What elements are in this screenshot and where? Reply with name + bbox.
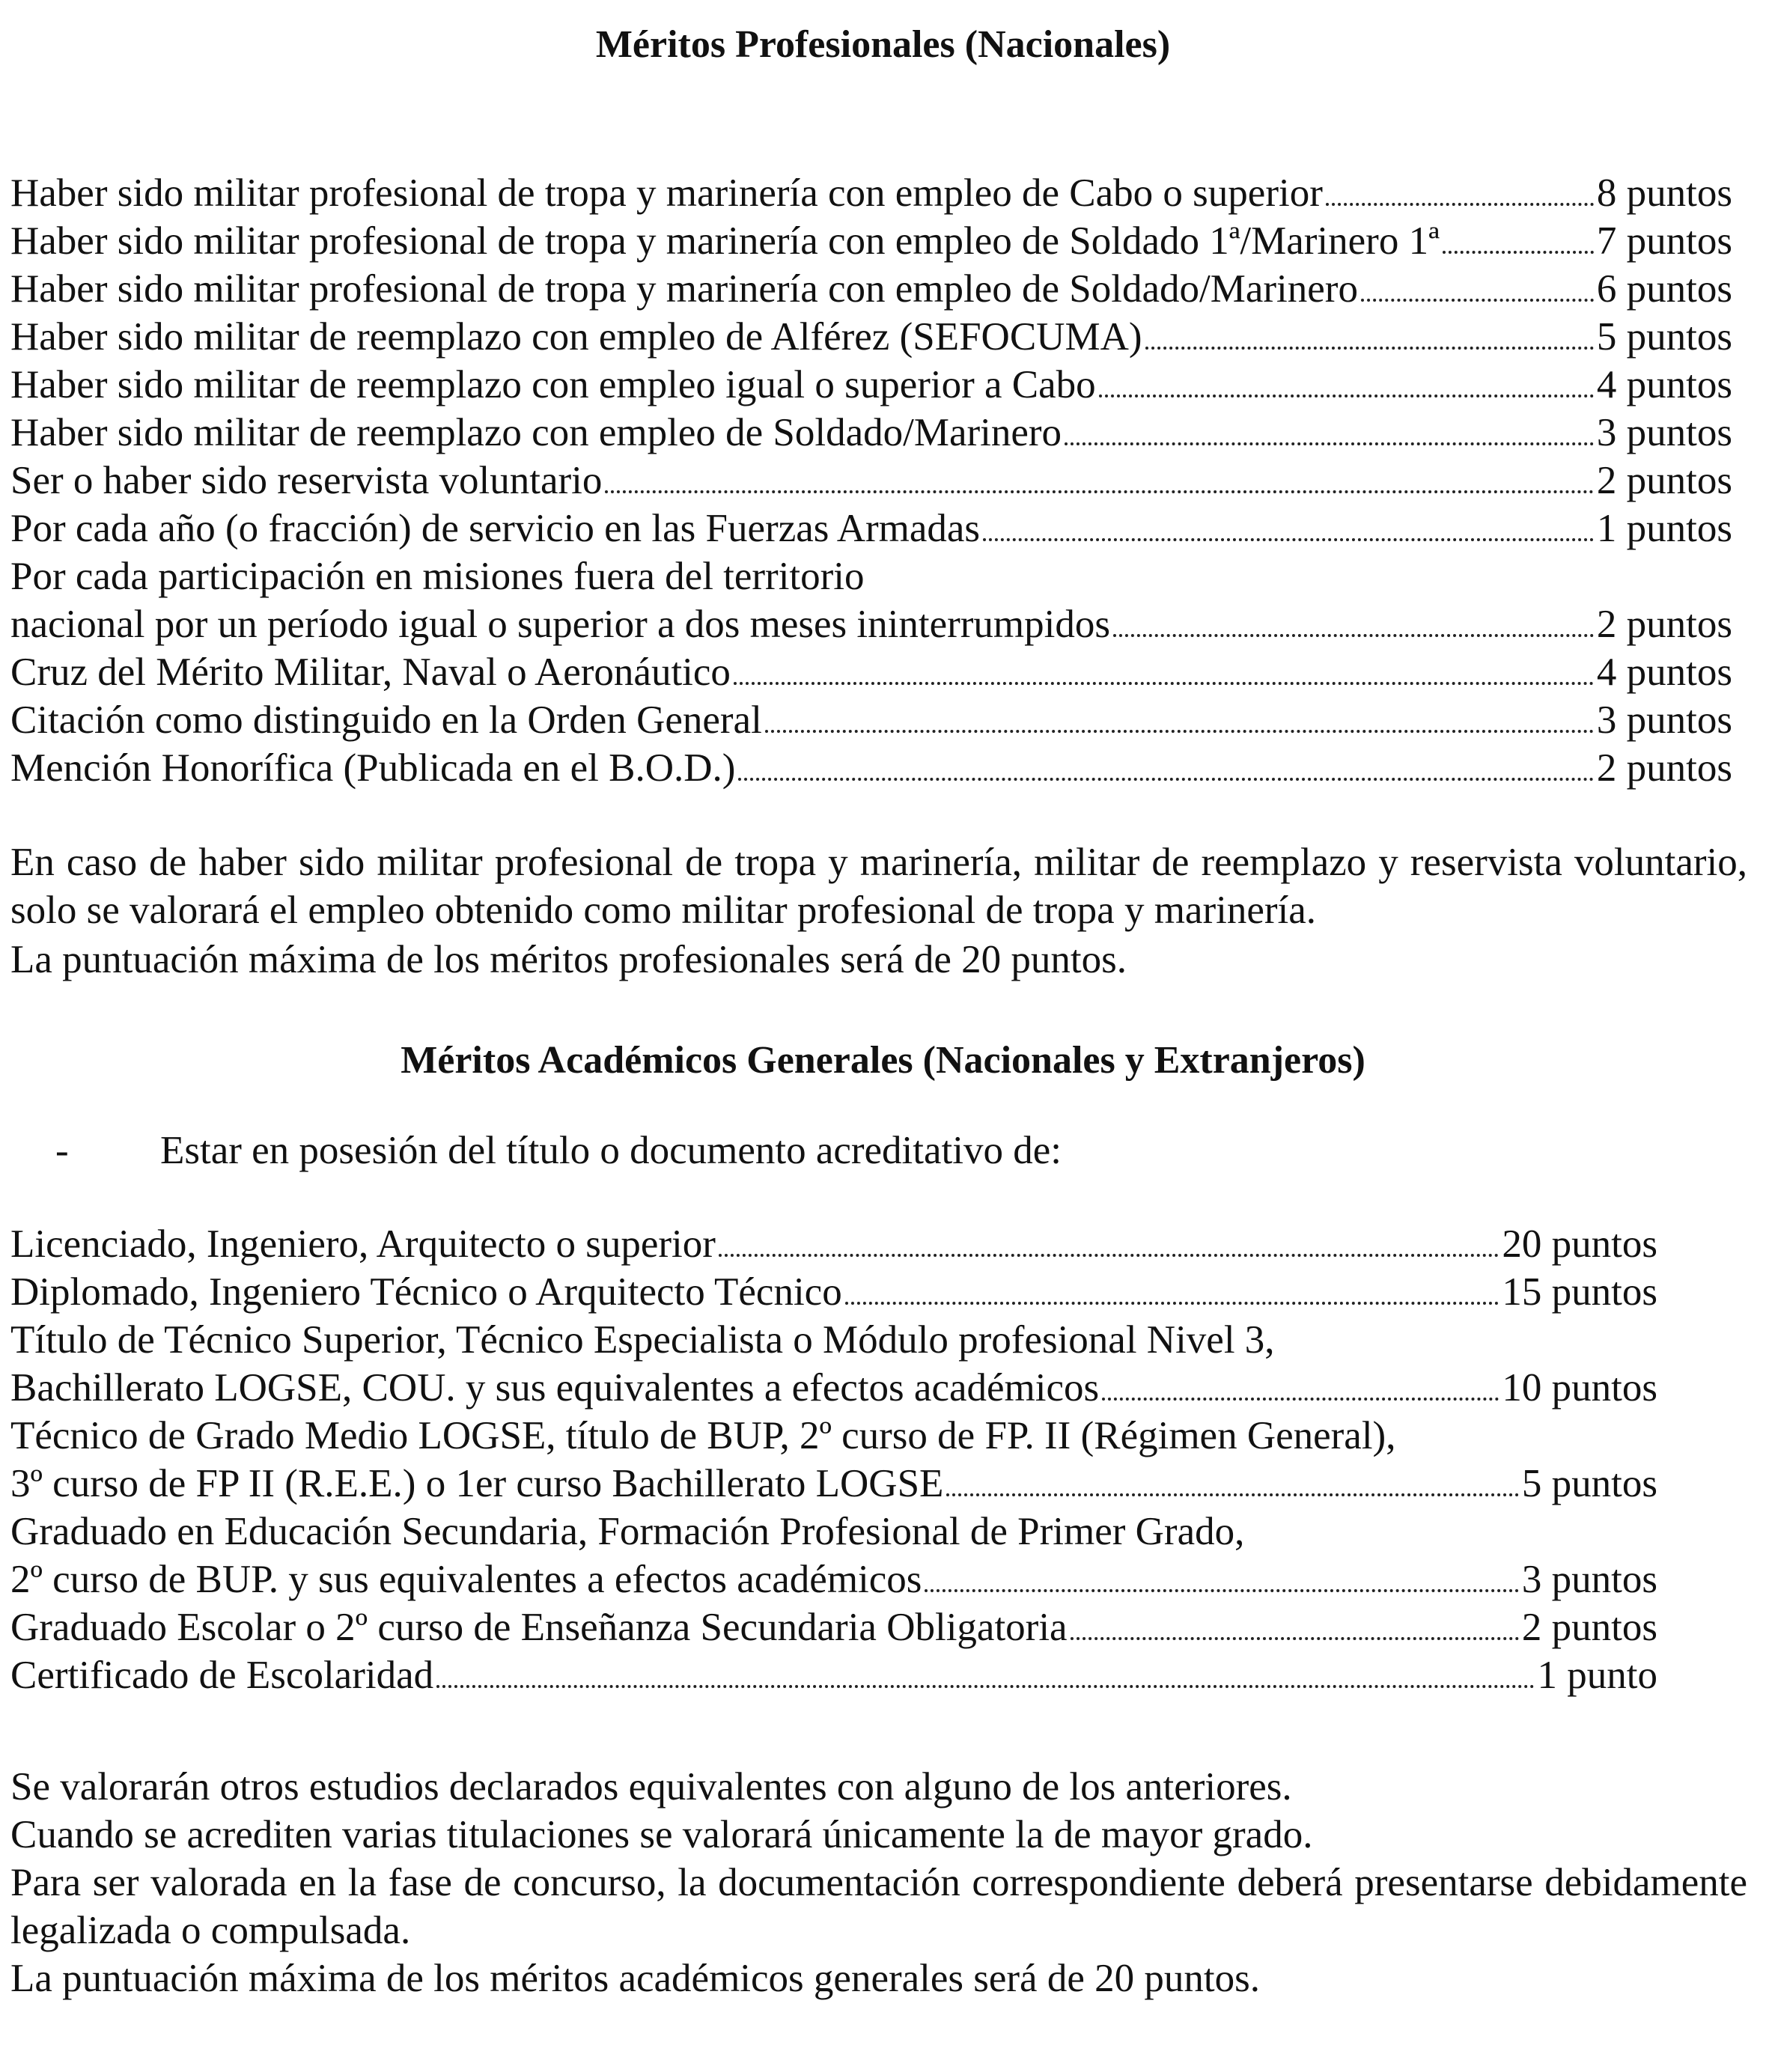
list-item: 2º curso de BUP. y sus equivalentes a efectos académicos 3 puntos [10, 1558, 1657, 1601]
section2-title: Méritos Académicos Generales (Nacionales y Extranjeros) [401, 1039, 1365, 1082]
list-item: Diplomado, Ingeniero Técnico o Arquitecto Técnico 15 puntos [10, 1270, 1657, 1314]
list-item: Haber sido militar profesional de tropa y marinería con empleo de Cabo o superior 8 puntos [10, 171, 1732, 215]
list-item: Mención Honorífica (Publicada en el B.O.D.) 2 puntos [10, 746, 1732, 790]
list-item-preline: Graduado en Educación Secundaria, Formación Profesional de Primer Grado, [10, 1510, 1245, 1553]
list-item: Haber sido militar profesional de tropa y marinería con empleo de Soldado/Marinero 6 puntos [10, 267, 1732, 311]
section2-note2: Cuando se acrediten varias titulaciones se valorará únicamente la de mayor grado. [10, 1813, 1313, 1856]
list-item: nacional por un período igual o superior a dos meses ininterrumpidos 2 puntos [10, 603, 1732, 646]
section1-note: En caso de haber sido militar profesional de tropa y marinería, militar de reemplazo y reservista voluntario, solo se valorará el empleo obtenido como militar profesional de tropa y marinería. [10, 841, 1747, 932]
list-item: Haber sido militar de reemplazo con empleo de Soldado/Marinero 3 puntos [10, 411, 1732, 454]
list-item: Graduado Escolar o 2º curso de Enseñanza Secundaria Obligatoria 2 puntos [10, 1606, 1657, 1649]
section2-note3: Para ser valorada en la fase de concurso, la documentación correspondiente deberá presentarse debidamente legalizada o compulsada. [10, 1861, 1747, 1952]
section1-title: Méritos Profesionales (Nacionales) [595, 23, 1171, 66]
professional-merits-list [10, 169, 1732, 792]
list-item: 3º curso de FP II (R.E.E.) o 1er curso Bachillerato LOGSE 5 puntos [10, 1462, 1657, 1505]
list-item: Por cada año (o fracción) de servicio en las Fuerzas Armadas 1 puntos [10, 507, 1732, 550]
section1-max: La puntuación máxima de los méritos profesionales será de 20 puntos. [10, 938, 1127, 981]
list-item: Bachillerato LOGSE, COU. y sus equivalentes a efectos académicos 10 puntos [10, 1366, 1657, 1410]
list-item: Licenciado, Ingeniero, Arquitecto o superior 20 puntos [10, 1222, 1657, 1266]
bullet-text: Estar en posesión del título o documento acreditativo de: [160, 1129, 1062, 1172]
list-item: Haber sido militar profesional de tropa y marinería con empleo de Soldado 1ª/Marinero 1ª 7 puntos [10, 219, 1732, 263]
list-item: Cruz del Mérito Militar, Naval o Aeronáutico 4 puntos [10, 650, 1732, 694]
list-item: Haber sido militar de reemplazo con empleo de Alférez (SEFOCUMA) 5 puntos [10, 315, 1732, 359]
list-item: Citación como distinguido en la Orden General 3 puntos [10, 698, 1732, 742]
list-item: Haber sido militar de reemplazo con empleo igual o superior a Cabo 4 puntos [10, 363, 1732, 406]
list-item: Ser o haber sido reservista voluntario 2 puntos [10, 459, 1732, 502]
list-item-preline: Título de Técnico Superior, Técnico Especialista o Módulo profesional Nivel 3, [10, 1318, 1275, 1362]
bullet-line [10, 1127, 1062, 1174]
bullet-dash: - [55, 1129, 69, 1172]
list-item-preline: Técnico de Grado Medio LOGSE, título de BUP, 2º curso de FP. II (Régimen General), [10, 1414, 1396, 1457]
academic-merits-list [10, 1220, 1657, 1699]
section2-notes [10, 1763, 1747, 2002]
list-item-preline: Por cada participación en misiones fuera del territorio [10, 555, 865, 598]
section2-max: La puntuación máxima de los méritos académicos generales será de 20 puntos. [10, 1957, 1260, 2000]
section2-note1: Se valorarán otros estudios declarados equivalentes con alguno de los anteriores. [10, 1765, 1292, 1809]
list-item: Certificado de Escolaridad 1 punto [10, 1654, 1657, 1697]
